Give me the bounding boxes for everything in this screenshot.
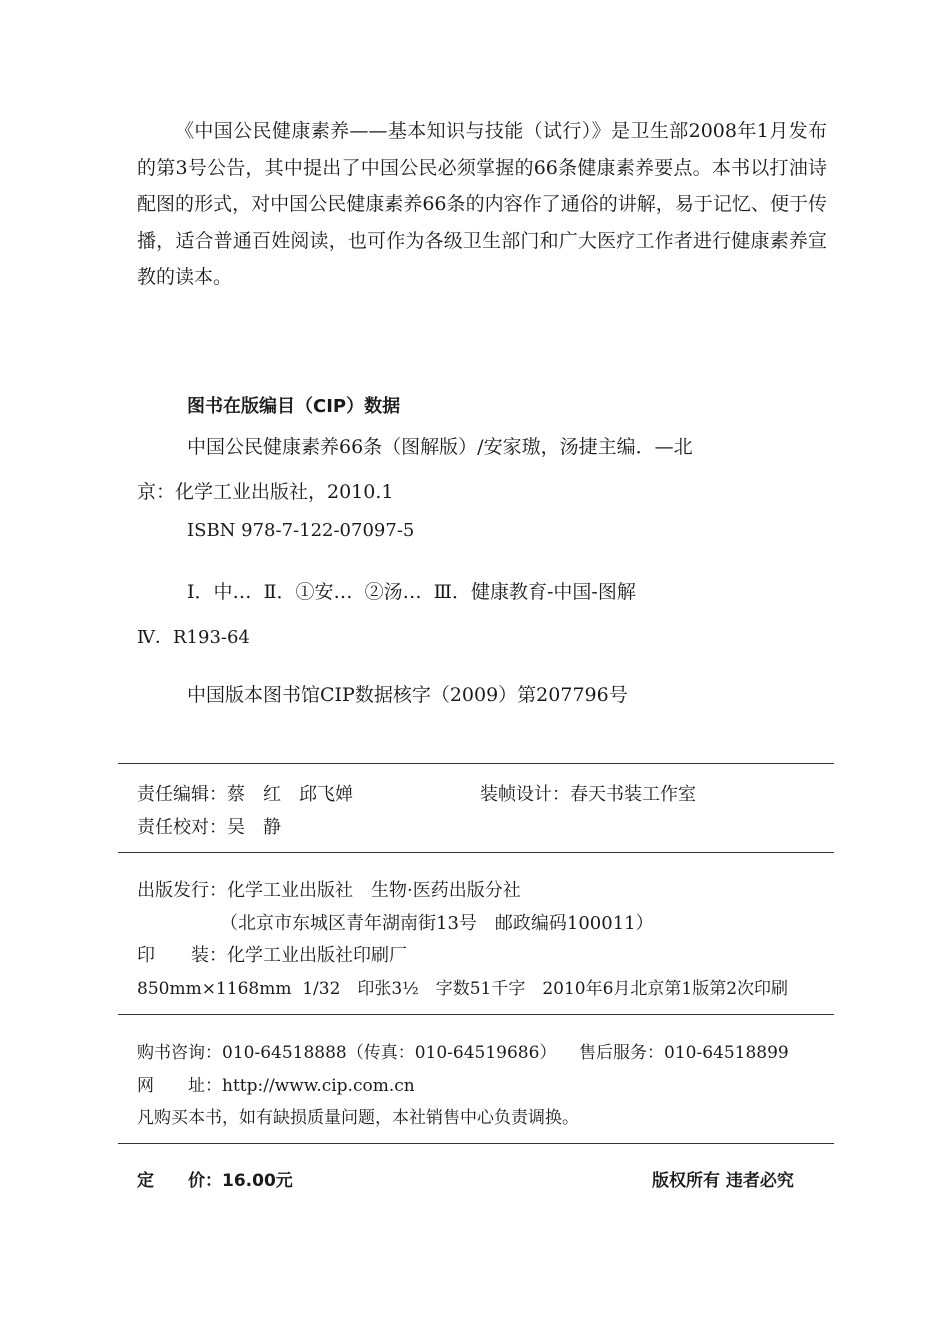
website-url: http://www.cip.com.cn	[222, 1076, 415, 1096]
purchase-consultation-label: 购书咨询：	[137, 1043, 222, 1063]
purchase-consultation-value: 010-64518888（传真：010-64519686）	[222, 1043, 557, 1063]
after-sales-service-value: 010-64518899	[664, 1043, 789, 1063]
responsible-editor-label: 责任编辑：	[137, 784, 227, 805]
isbn: ISBN 978-7-122-07097-5	[187, 520, 415, 541]
cover-design	[480, 780, 696, 806]
printer-label: 印 装：	[137, 945, 227, 966]
divider-1	[118, 763, 834, 764]
publisher-label: 出版发行：	[137, 880, 227, 901]
publisher-value: 化学工业出版社 生物·医药出版分社	[227, 880, 521, 901]
printer-value: 化学工业出版社印刷厂	[227, 945, 407, 966]
book-description	[137, 113, 827, 296]
printer	[137, 941, 407, 967]
proofreader-label: 责任校对：	[137, 817, 227, 838]
cip-entry-line2: 京：化学工业出版社，2010.1	[137, 481, 394, 503]
purchase-consultation	[137, 1038, 556, 1063]
replacement-notice: 凡购买本书，如有缺损质量问题，本社销售中心负责调换。	[137, 1108, 579, 1128]
cover-design-label: 装帧设计：	[480, 784, 570, 805]
cip-classification-line1: Ⅰ．中… Ⅱ．①安… ②汤… Ⅲ．健康教育-中国-图解	[187, 581, 636, 603]
cip-entry-line1: 中国公民健康素养66条（图解版）/安家璈，汤捷主编．—北	[187, 436, 693, 458]
proofreader-value: 吴 静	[227, 817, 281, 838]
after-sales-service	[579, 1038, 789, 1063]
website-label: 网 址：	[137, 1076, 222, 1096]
cip-check-number: 中国版本图书馆CIP数据核字（2009）第207796号	[187, 684, 628, 706]
cip-heading: 图书在版编目（CIP）数据	[187, 396, 401, 417]
divider-3	[118, 1014, 834, 1015]
website	[137, 1071, 415, 1096]
divider-2	[118, 852, 834, 853]
responsible-editor	[137, 780, 353, 806]
publisher-address: （北京市东城区青年湖南街13号 邮政编码100011）	[220, 913, 654, 934]
publisher	[137, 876, 521, 902]
price-label: 定 价：	[137, 1171, 222, 1191]
print-specifications: 850mm×1168mm 1/32 印张3½ 字数51千字 2010年6月北京第1版第2次印刷	[137, 979, 789, 999]
cover-design-value: 春天书装工作室	[570, 784, 696, 805]
divider-4	[118, 1143, 834, 1144]
cip-classification-line2: Ⅳ．R193-64	[137, 627, 250, 648]
price-value: 16.00元	[222, 1171, 293, 1191]
responsible-editor-value: 蔡 红 邱飞婵	[227, 784, 353, 805]
price	[137, 1166, 293, 1191]
proofreader	[137, 813, 281, 839]
after-sales-service-label: 售后服务：	[579, 1043, 664, 1063]
book-description-text: 《中国公民健康素养——基本知识与技能（试行）》是卫生部2008年1月发布的第3号公告，其中提出了中国公民必须掌握的66条健康素养要点。本书以打油诗配图的形式，对中国公民健康素养66条的内容作了通俗的讲解，易于记忆、便于传播，适合普通百姓阅读，也可作为各级卫生部门和广大医疗工作者进行健康素养宣教的读本。	[137, 120, 827, 288]
copyright-notice: 版权所有 违者必究	[652, 1171, 794, 1191]
